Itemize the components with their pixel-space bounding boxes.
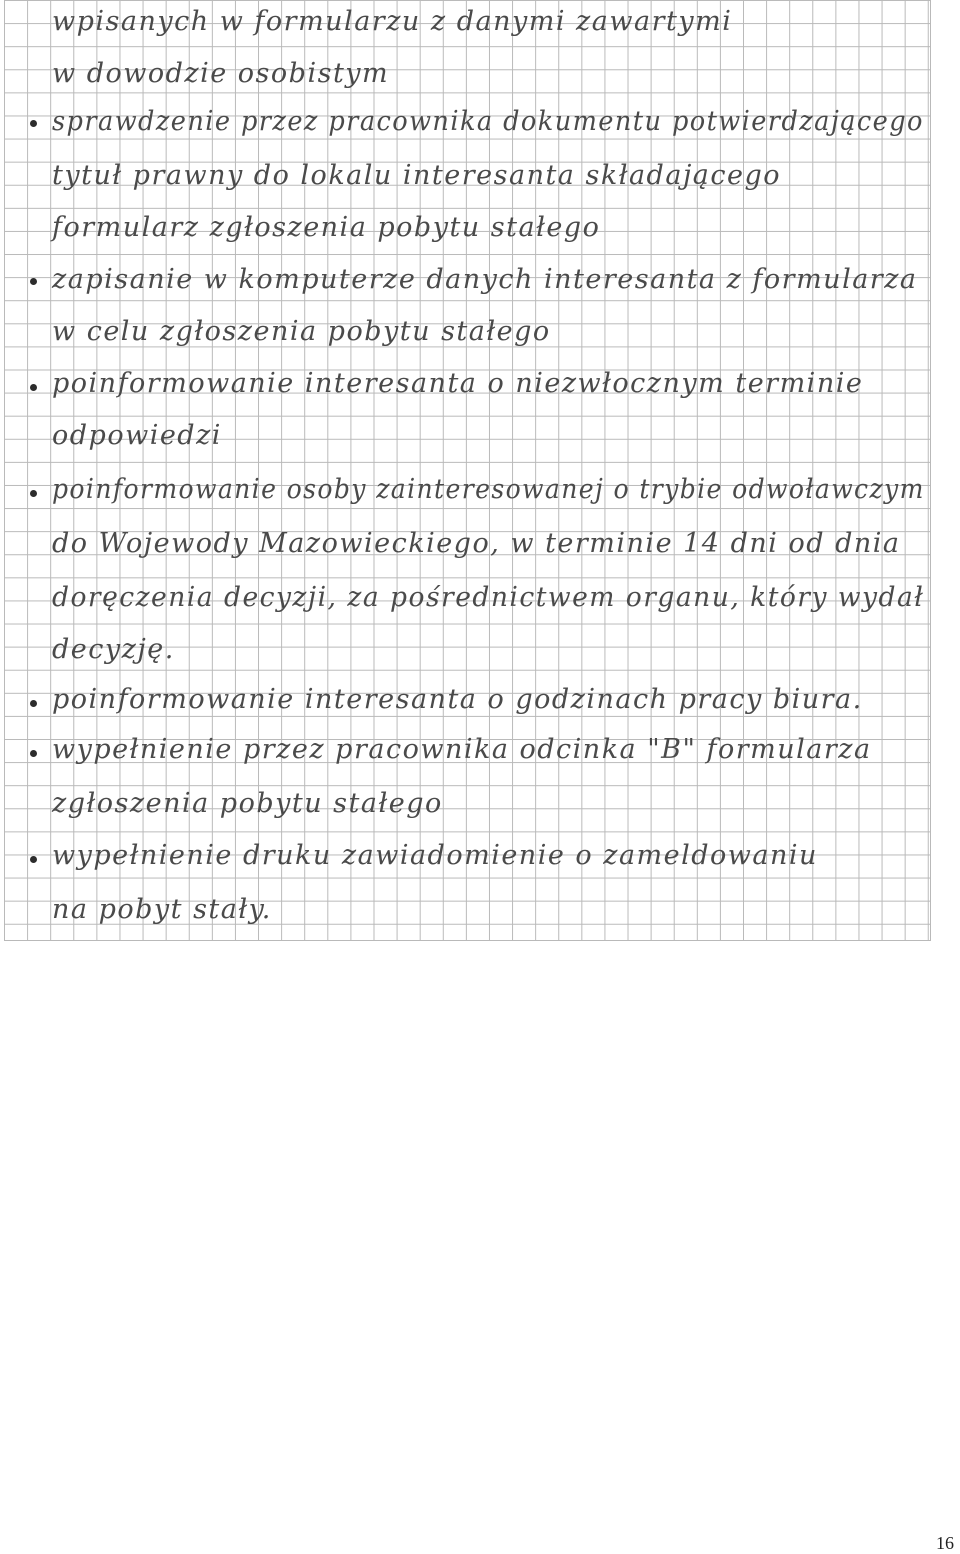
page-number: 16 xyxy=(936,1533,954,1553)
bullet-point xyxy=(30,278,37,285)
handwritten-line: na pobyt stały. xyxy=(52,894,272,925)
bullet-point xyxy=(30,120,37,127)
handwritten-line: wypełnienie przez pracownika odcinka "B" formularza xyxy=(52,734,872,765)
handwritten-line: zapisanie w komputerze danych interesanta z formularza xyxy=(52,264,918,295)
handwritten-line: sprawdzenie przez pracownika dokumentu potwierdzającego xyxy=(52,106,924,137)
handwritten-line: do Wojewody Mazowieckiego, w terminie 14 dni od dnia xyxy=(52,528,901,559)
bullet-point xyxy=(30,700,37,707)
handwritten-line: zgłoszenia pobytu stałego xyxy=(52,788,443,819)
handwritten-line: poinformowanie interesanta o godzinach pracy biura. xyxy=(52,684,863,715)
bullet-point xyxy=(30,750,37,757)
bullet-point xyxy=(30,490,37,497)
handwritten-line: w dowodzie osobistym xyxy=(52,58,390,89)
handwritten-line: tytuł prawny do lokalu interesanta składającego xyxy=(52,160,782,191)
handwritten-line: w celu zgłoszenia pobytu stałego xyxy=(52,316,551,347)
handwritten-line: wypełnienie druku zawiadomienie o zameldowaniu xyxy=(52,840,818,871)
handwritten-line: odpowiedzi xyxy=(52,420,222,451)
handwritten-line: poinformowanie osoby zainteresowanej o trybie odwoławczym xyxy=(52,474,925,505)
handwritten-line: wpisanych w formularzu z danymi zawartymi xyxy=(52,6,733,37)
grid-paper-sheet xyxy=(4,0,931,941)
bullet-point xyxy=(30,384,37,391)
handwritten-line: doręczenia decyzji, za pośrednictwem organu, który wydał xyxy=(52,582,925,613)
handwritten-line: formularz zgłoszenia pobytu stałego xyxy=(52,212,601,243)
bullet-point xyxy=(30,856,37,863)
handwritten-line: poinformowanie interesanta o niezwłocznym terminie xyxy=(52,368,864,399)
handwritten-line: decyzję. xyxy=(52,634,175,665)
